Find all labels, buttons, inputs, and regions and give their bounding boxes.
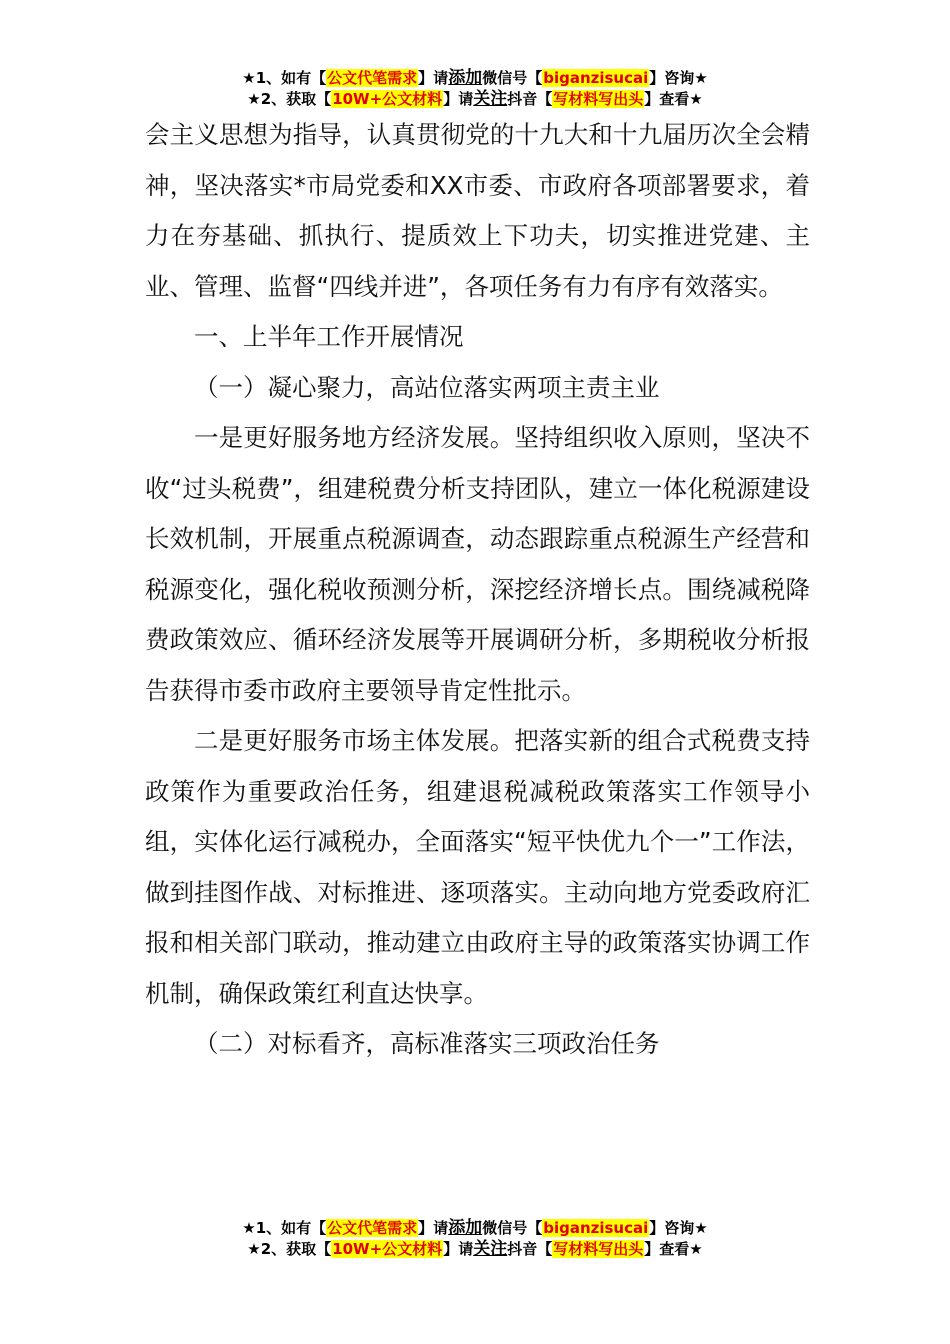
highlight-service: 公文代笔需求 — [327, 1219, 418, 1237]
promo-text: 抖音【 — [507, 1240, 553, 1258]
document-body — [145, 110, 810, 1070]
promo-line-1 — [0, 1218, 950, 1239]
highlight-wechat-id: biganzisucai — [543, 1219, 649, 1237]
promo-text: 】查看★ — [644, 1240, 703, 1258]
promo-emphasis: 关注 — [473, 89, 508, 109]
promo-text: 】请 — [443, 1240, 474, 1258]
paragraph-market: 二是更好服务市场主体发展。把落实新的组合式税费支持政策作为重要政治任务，组建退税减税政策落实工作领导小组，实体化运行减税办，全面落实“短平快优九个一”工作法，做到挂图作战、对标推进、逐项落实。主动向地方党委政府汇报和相关部门联动，推动建立由政府主导的政策落实协调工作机制，确保政策红利直达快享。 — [145, 726, 810, 1008]
highlight-materials: 10W+公文材料 — [332, 1240, 443, 1258]
subsection-heading-2: （二）对标看齐，高标准落实三项政治任务 — [194, 1029, 660, 1058]
promo-text: 抖音【 — [507, 90, 553, 108]
subsection-heading-1: （一）凝心聚力，高站位落实两项主责主业 — [194, 372, 660, 402]
promo-text: 微信号【 — [482, 69, 543, 87]
paragraph-economy: 一是更好服务地方经济发展。坚持组织收入原则，坚决不收“过头税费”，组建税费分析支持团队，建立一体化税源建设长效机制，开展重点税源调查，动态跟踪重点税源生产经营和税源变化，强化税收预测分析，深挖经济增长点。围绕减税降费政策效应、循环经济发展等开展调研分析，多期税收分析报告获得市委市政府主要领导肯定性批示。 — [145, 423, 810, 705]
section-heading-1: 一、上半年工作开展情况 — [194, 322, 464, 351]
promo-emphasis: 添加 — [448, 1218, 483, 1238]
highlight-wechat-id: biganzisucai — [543, 69, 649, 87]
promo-text: 】查看★ — [644, 90, 703, 108]
promo-text: ★1、如有【 — [242, 1219, 327, 1237]
footer-promo-banner — [0, 1218, 950, 1260]
promo-text: 微信号【 — [482, 1219, 543, 1237]
promo-text: 】咨询★ — [649, 1219, 708, 1237]
promo-emphasis: 添加 — [448, 68, 483, 88]
promo-line-1 — [0, 68, 950, 89]
promo-line-2 — [0, 89, 950, 110]
highlight-materials: 10W+公文材料 — [332, 90, 443, 108]
promo-text: 】咨询★ — [649, 69, 708, 87]
promo-text: 】请 — [443, 90, 474, 108]
paragraph-intro: 会主义思想为指导，认真贯彻党的十九大和十九届历次全会精神，坚决落实*市局党委和XX市委、市政府各项部署要求，着力在夯基础、抓执行、提质效上下功夫，切实推进党建、主业、管理、监督“四线并进”，各项任务有力有序有效落实。 — [145, 120, 810, 301]
header-promo-banner — [0, 68, 950, 110]
promo-text: ★1、如有【 — [242, 69, 327, 87]
promo-text: 】请 — [418, 69, 449, 87]
promo-line-2 — [0, 1239, 950, 1260]
promo-text: 】请 — [418, 1219, 449, 1237]
promo-text: ★2、获取【 — [247, 90, 332, 108]
highlight-douyin-id: 写材料写出头 — [553, 1240, 644, 1258]
promo-text: ★2、获取【 — [247, 1240, 332, 1258]
promo-emphasis: 关注 — [473, 1239, 508, 1259]
highlight-douyin-id: 写材料写出头 — [553, 90, 644, 108]
highlight-service: 公文代笔需求 — [327, 69, 418, 87]
